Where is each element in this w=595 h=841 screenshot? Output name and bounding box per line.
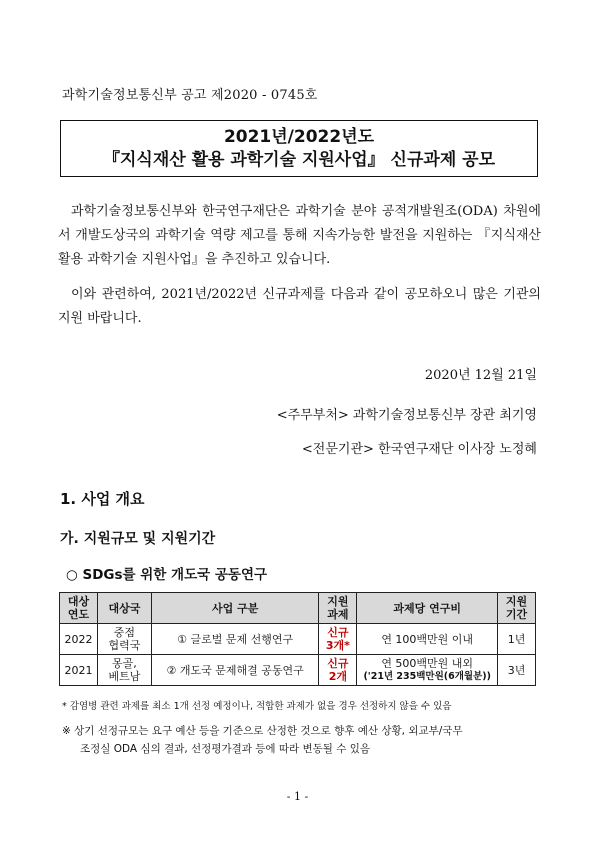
support-table	[59, 592, 536, 686]
cell-year: 2021	[60, 655, 98, 686]
intro-text-1: 과학기술정보통신부와 한국연구재단은 과학기술 분야 공적개발원조(ODA) 차원에서 개발도상국의 과학기술 역량 제고를 통해 지속가능한 발전을 지원하는 『지식재산 활용 과학기술 지원사업』을 추진하고 있습니다.	[58, 204, 541, 267]
remark-line1: ※ 상기 선정규모는 요구 예산 등을 기준으로 산정한 것으로 향후 예산 상황, 외교부/국무	[62, 725, 463, 737]
table-header-row	[60, 593, 536, 624]
cell-period: 3년	[498, 655, 536, 686]
cell-count: 신규 2개	[319, 655, 357, 686]
intro-paragraph-1	[58, 200, 541, 272]
subsection-heading: 가. 지원규모 및 지원기간	[60, 531, 216, 547]
cell-budget: 연 100백만원 이내	[357, 624, 498, 655]
cell-year: 2022	[60, 624, 98, 655]
cell-count: 신규 3개*	[319, 624, 357, 655]
page-number: - 1 -	[286, 790, 309, 803]
title-line1: 2021년/2022년도	[223, 127, 375, 147]
header-budget: 과제당 연구비	[357, 593, 498, 624]
header-count: 지원 과제	[319, 593, 357, 624]
bullet-heading: ○ SDGs를 위한 개도국 공동연구	[66, 567, 268, 583]
notice-number: 과학기술정보통신부 공고 제2020 - 0745호	[62, 88, 318, 103]
table-row	[60, 655, 536, 686]
ministry-signature: <주무부처> 과학기술정보통신부 장관 최기영	[276, 408, 537, 423]
footnote: * 감염병 관련 과제를 최소 1개 선정 예정이나, 적합한 과제가 없을 경우 선정하지 않을 수 있음	[62, 701, 452, 712]
remark-line2: 조정실 ODA 심의 결과, 선정평가결과 등에 따라 변동될 수 있음	[80, 743, 371, 755]
header-year: 대상 연도	[60, 593, 98, 624]
cell-budget	[357, 655, 498, 686]
cell-country: 중점 협력국	[97, 624, 151, 655]
cell-type: ② 개도국 문제해결 공동연구	[151, 655, 319, 686]
title-box	[60, 120, 538, 177]
header-country: 대상국	[97, 593, 151, 624]
announcement-date: 2020년 12월 21일	[424, 368, 537, 383]
intro-paragraph-2	[58, 283, 541, 331]
budget-sub: ('21년 235백만원(6개월분))	[363, 671, 491, 682]
table-row	[60, 624, 536, 655]
cell-country: 몽골, 베트남	[97, 655, 151, 686]
title-line2: 『지식재산 활용 과학기술 지원사업』 신규과제 공모	[102, 150, 496, 170]
agency-signature: <전문기관> 한국연구재단 이사장 노정혜	[301, 442, 537, 457]
remark	[62, 722, 542, 758]
section-heading: 1. 사업 개요	[60, 490, 145, 508]
intro-text-2: 이와 관련하여, 2021년/2022년 신규과제를 다음과 같이 공모하오니 많은 기관의 지원 바랍니다.	[58, 287, 541, 326]
cell-period: 1년	[498, 624, 536, 655]
cell-type: ① 글로벌 문제 선행연구	[151, 624, 319, 655]
budget-main: 연 500백만원 내외	[381, 657, 474, 670]
header-period: 지원 기간	[498, 593, 536, 624]
header-type: 사업 구분	[151, 593, 319, 624]
